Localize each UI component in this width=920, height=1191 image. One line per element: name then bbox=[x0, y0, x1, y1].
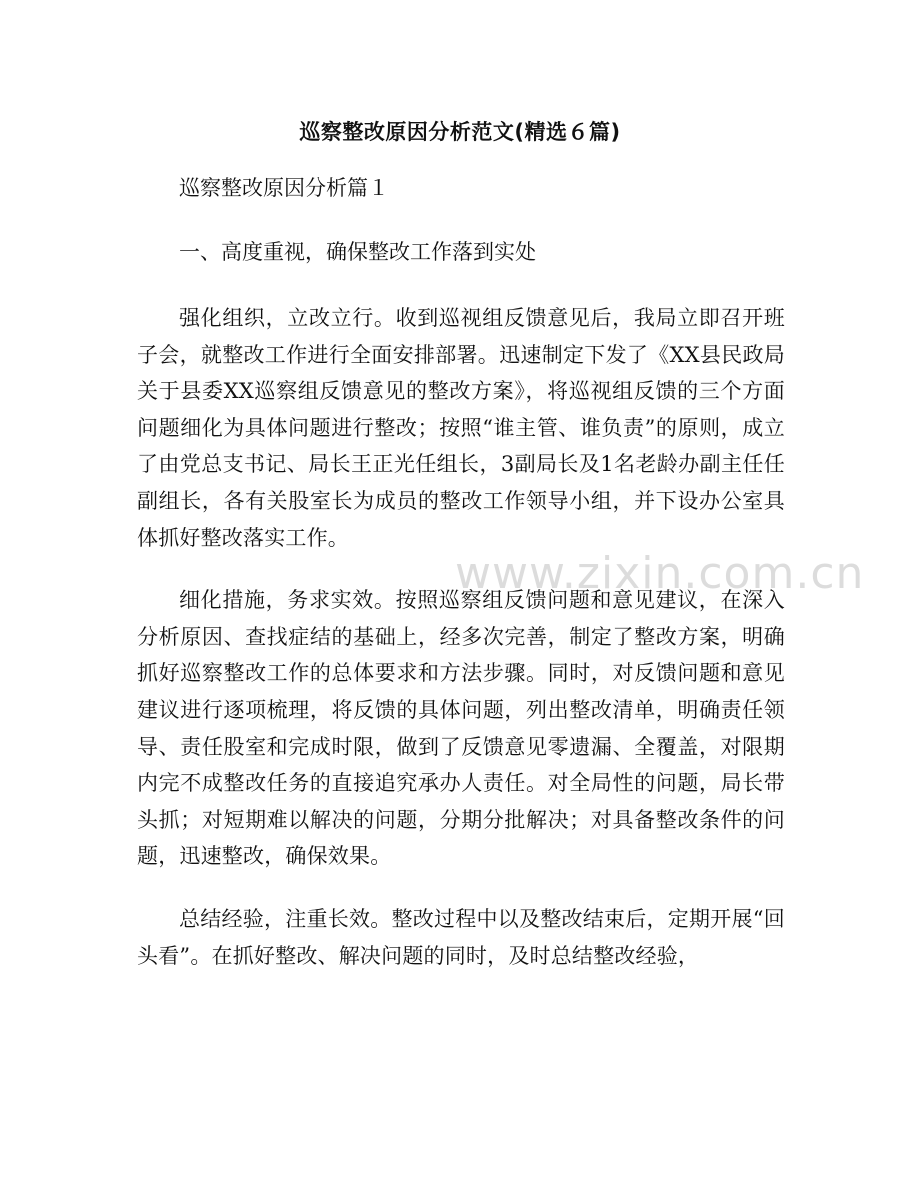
paragraph-1: 强化组织，立改立行。收到巡视组反馈意见后，我局立即召开班子会，就整改工作进行全面安排部署。迅速制定下发了《XX县民政局关于县委XX巡察组反馈意见的整改方案》，将巡视组反馈的三个方面问题细化为具体问题进行整改；按照“谁主管、谁负责”的原则，成立了由党总支书记、局长王正光任组长，3副局长及1名老龄办副主任任副组长，各有关股室长为成员的整改工作领导小组，并下设办公室具体抓好整改落实工作。 bbox=[137, 306, 785, 550]
document-body bbox=[137, 172, 785, 1000]
watermark: www.zixin.com.cn bbox=[455, 548, 865, 599]
document-title: 巡察整改原因分析范文(精选６篇) bbox=[299, 120, 621, 144]
section-heading: 巡察整改原因分析篇１ bbox=[179, 176, 389, 200]
paragraph-2: 细化措施，务求实效。按照巡察组反馈问题和意见建议，在深入分析原因、查找症结的基础上，经多次完善，制定了整改方案，明确抓好巡察整改工作的总体要求和方法步骤。同时，对反馈问题和意见建议进行逐项梳理，将反馈的具体问题，列出整改清单，明确责任领导、责任股室和完成时限，做到了反馈意见零遗漏、全覆盖，对限期内完不成整改任务的直接追究承办人责任。对全局性的问题，局长带头抓；对短期难以解决的问题，分期分批解决；对具备整改条件的问题，迅速整改，确保效果。 bbox=[137, 588, 785, 869]
paragraph-3: 总结经验，注重长效。整改过程中以及整改结束后，定期开展“回头看”。在抓好整改、解决问题的同时，及时总结整改经验， bbox=[137, 906, 785, 968]
subheading: 一、高度重视，确保整改工作落到实处 bbox=[179, 240, 536, 264]
